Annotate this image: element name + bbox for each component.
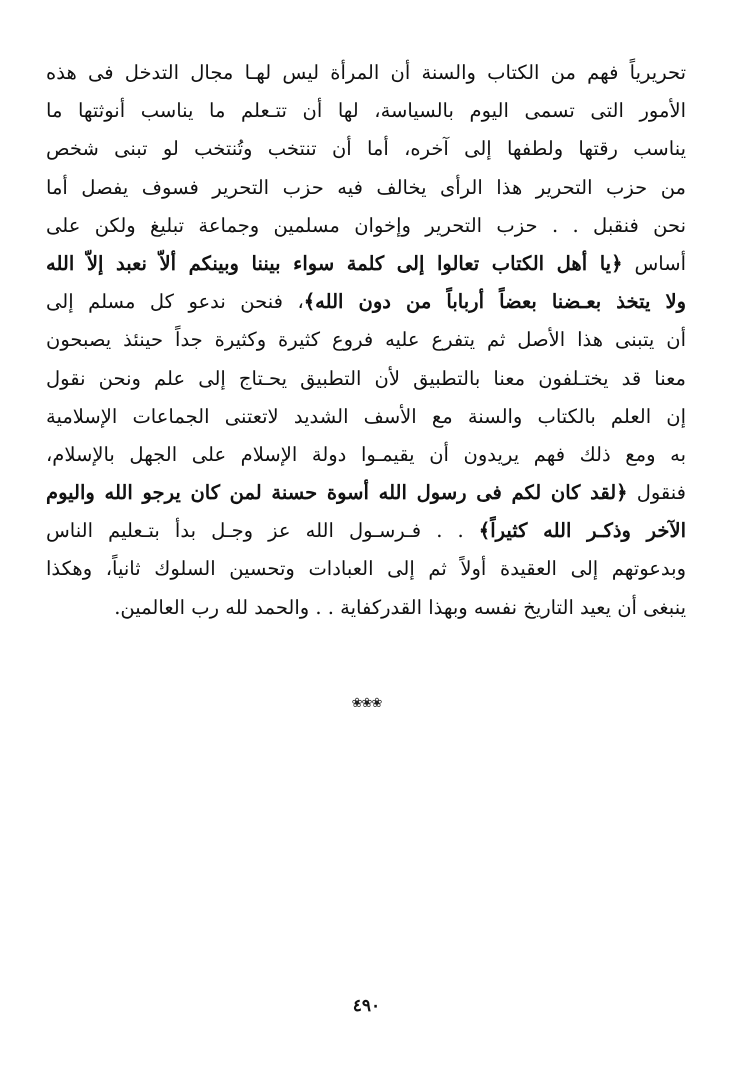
text-line: أن يتبنى هذا الأصل ثم يتفرع عليه فروع كثيرة وكثيرة جداً حينئذ يصبحون [46,328,686,352]
text-line: تحريرياً فهم من الكتاب والسنة أن المرأة ليس لهـا مجال التدخل فى هذه [46,61,686,84]
text-line: معنا قد يختـلفون معنا بالتطبيق لأن التطبيق يحـتاج إلى علم ونحن نقول [46,366,686,390]
page-number: ٤٩٠ [352,996,381,1016]
text-fragment: أساس [622,251,686,275]
text-line: من حزب التحرير هذا الرأى يخالف فيه حزب التحرير فسوف يفصل أما [46,175,686,199]
text-line-with-verse [46,474,686,512]
text-line: الأمور التى تسمى اليوم بالسياسة، لها أن تتـعلم ما يناسب أنوثتها ما [46,99,686,123]
quran-verse: ﴿لقد كان لكم فى رسول الله أسوة حسنة لمن كان يرجو الله واليوم [46,481,628,505]
text-fragment: فنقول [627,481,686,505]
text-line: نحن فنقبل . . حزب التحرير وإخوان مسلمين وجماعة تبليغ ولكن على [46,213,686,237]
body-text [46,54,686,627]
quran-verse: الآخر وذكـر الله كثيراً﴾ [478,519,686,543]
text-line-with-verse [46,245,686,283]
quran-verse: ﴿يا أهل الكتاب تعالوا إلى كلمة سواء بيننا وبينكم ألاّ نعبد إلاّ الله [46,251,623,275]
text-line: وبدعوتهم إلى العقيدة أولاً ثم إلى العبادات وتحسين السلوك ثانياً، وهكذا [46,557,686,581]
text-line-with-verse [46,283,686,321]
quran-verse: ولا يتخذ بعـضنا بعضاً أرباباً من دون الله﴾ [303,290,686,314]
text-line-last: ينبغى أن يعيد التاريخ نفسه وبهذا القدركفاية . . والحمد لله رب العالمين. [114,595,686,619]
section-ornament-icon: ❀❀❀ [351,696,382,711]
text-line: إن العلم بالكتاب والسنة مع الأسف الشديد لاتعتنى الجماعات الإسلامية [46,404,686,428]
text-line: يناسب رقتها ولطفها إلى آخره، أما أن تنتخب وتُنتخب لو تبنى شخص [46,137,686,161]
text-line: به ومع ذلك فهم يريدون أن يقيمـوا دولة الإسلام على الجهل بالإسلام، [46,442,686,466]
text-line-with-verse [46,512,686,550]
text-fragment: . . فـرسـول الله عز وجـل بدأ بتـعليم الناس [46,519,479,543]
text-fragment: ، فنحن ندعو كل مسلم إلى [46,290,304,314]
